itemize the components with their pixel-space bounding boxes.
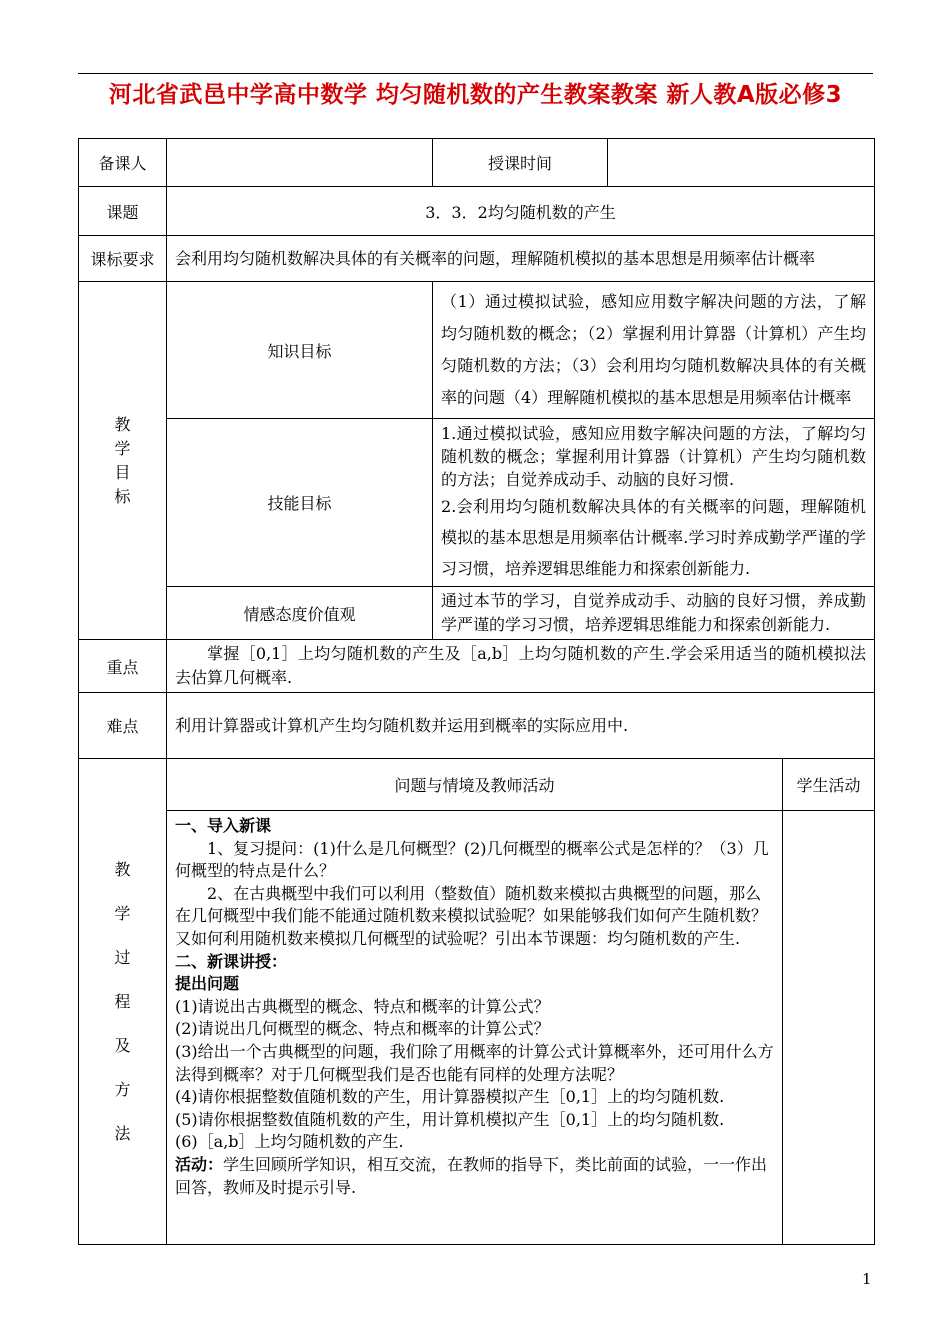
row-process-header (79, 759, 875, 811)
process-char: 及 (114, 1035, 131, 1055)
time-label: 授课时间 (433, 139, 608, 187)
difficulty-text: 利用计算器或计算机产生均匀随机数并运用到概率的实际应用中. (167, 693, 875, 759)
row-process-content (79, 811, 875, 1245)
row-keypoint (79, 640, 875, 693)
student-activity-cell (783, 811, 875, 1245)
process-char: 程 (114, 991, 131, 1011)
objectives-char: 教 (114, 414, 131, 434)
attitude-label: 情感态度价值观 (167, 587, 433, 640)
objectives-char: 学 (114, 438, 131, 458)
standard-label: 课标要求 (79, 236, 167, 282)
section-intro-title: 一、导入新课 (175, 816, 272, 835)
row-standard (79, 236, 875, 282)
objectives-char: 目 (114, 462, 131, 482)
question-3: (3)给出一个古典概型的问题，我们除了用概率的计算公式计算概率外，还可用什么方法得到概率？对于几何概型我们是否也能有同样的处理方法呢？ (175, 1041, 774, 1084)
process-char: 法 (114, 1123, 131, 1143)
question-2: (2)请说出几何概型的概念、特点和概率的计算公式？ (175, 1019, 550, 1039)
lesson-plan-table (78, 138, 875, 1245)
page-title: 河北省武邑中学高中数学 均匀随机数的产生教案教案 新人教A版必修3 (108, 82, 843, 108)
preparer-label: 备课人 (79, 139, 167, 187)
process-label (79, 759, 167, 1245)
skill-text-2: 2.会利用均匀随机数解决具体的有关概率的问题，理解随机模拟的基本思想是用频率估计概率.学习时养成勤学严谨的学习习惯，培养逻辑思维能力和探索创新能力. (441, 496, 867, 578)
intro-paragraph-2: 2、在古典概型中我们可以利用（整数值）随机数来模拟古典概型的问题，那么在几何概型中我们能不能通过随机数来模拟试验呢？如果能够我们如何产生随机数？又如何利用随机数来模拟几何概型的试验呢？引出本节课题：均匀随机数的产生. (175, 883, 768, 948)
skill-text-1: 1.通过模拟试验，感知应用数字解决问题的方法，了解均匀随机数的概念；掌握利用计算器（计算机）产生均匀随机数的方法；自觉养成动手、动脑的良好习惯. (441, 423, 867, 489)
subsection-questions-title: 提出问题 (175, 974, 240, 994)
knowledge-text: （1）通过模拟试验，感知应用数字解决问题的方法，了解均匀随机数的概念；（2）掌握利用计算器（计算机）产生均匀随机数的方法；（3）会利用均匀随机数解决具体的有关概率的问题（4）理解随机模拟的基本思想是用频率估计概率 (433, 282, 875, 419)
activity-label: 活动： (175, 1154, 224, 1174)
question-4: (4)请你根据整数值随机数的产生，用计算器模拟产生［0,1］上的均匀随机数. (175, 1087, 725, 1107)
knowledge-label: 知识目标 (167, 282, 433, 419)
row-knowledge (79, 282, 875, 419)
objectives-label (79, 282, 167, 640)
row-topic (79, 187, 875, 236)
skill-label: 技能目标 (167, 419, 433, 587)
row-preparer (79, 139, 875, 187)
row-skill (79, 419, 875, 587)
skill-text (433, 419, 875, 587)
topic-label: 课题 (79, 187, 167, 236)
process-char: 学 (114, 903, 131, 923)
standard-value: 会利用均匀随机数解决具体的有关概率的问题，理解随机模拟的基本思想是用频率估计概率 (167, 236, 875, 282)
activity-text: 学生回顾所学知识，相互交流，在教师的指导下，类比前面的试验，一一作出回答，教师及时提示引导. (175, 1154, 768, 1197)
question-1: (1)请说出古典概型的概念、特点和概率的计算公式？ (175, 996, 550, 1016)
intro-paragraph-1: 1、复习提问：(1)什么是几何概型？(2)几何概型的概率公式是怎样的？（3）几何概型的特点是什么？ (175, 838, 769, 881)
activity-paragraph (175, 1154, 774, 1199)
keypoint-text: 掌握［0,1］上均匀随机数的产生及［a,b］上均匀随机数的产生.学会采用适当的随机模拟法去估算几何概率. (167, 640, 875, 693)
student-column-header: 学生活动 (783, 759, 875, 811)
objectives-char: 标 (114, 486, 131, 506)
row-difficulty (79, 693, 875, 759)
time-value (608, 139, 875, 187)
question-5: (5)请你根据整数值随机数的产生，用计算机模拟产生［0,1］上的均匀随机数. (175, 1109, 725, 1129)
topic-value: 3．3．2均匀随机数的产生 (167, 187, 875, 236)
process-char: 教 (114, 859, 131, 879)
teacher-column-header: 问题与情境及教师活动 (167, 759, 783, 811)
top-rule (78, 73, 873, 74)
page-number: 1 (862, 1270, 872, 1288)
process-char: 方 (114, 1079, 131, 1099)
teacher-activity-cell (167, 811, 783, 1245)
row-attitude (79, 587, 875, 640)
difficulty-label: 难点 (79, 693, 167, 759)
process-char: 过 (114, 947, 131, 967)
preparer-value (167, 139, 433, 187)
section-new-lesson-title: 二、新课讲授： (175, 951, 288, 971)
keypoint-label: 重点 (79, 640, 167, 693)
question-6: (6)［a,b］上均匀随机数的产生. (175, 1132, 404, 1152)
attitude-text: 通过本节的学习，自觉养成动手、动脑的良好习惯，养成勤学严谨的学习习惯，培养逻辑思维能力和探索创新能力. (433, 587, 875, 640)
